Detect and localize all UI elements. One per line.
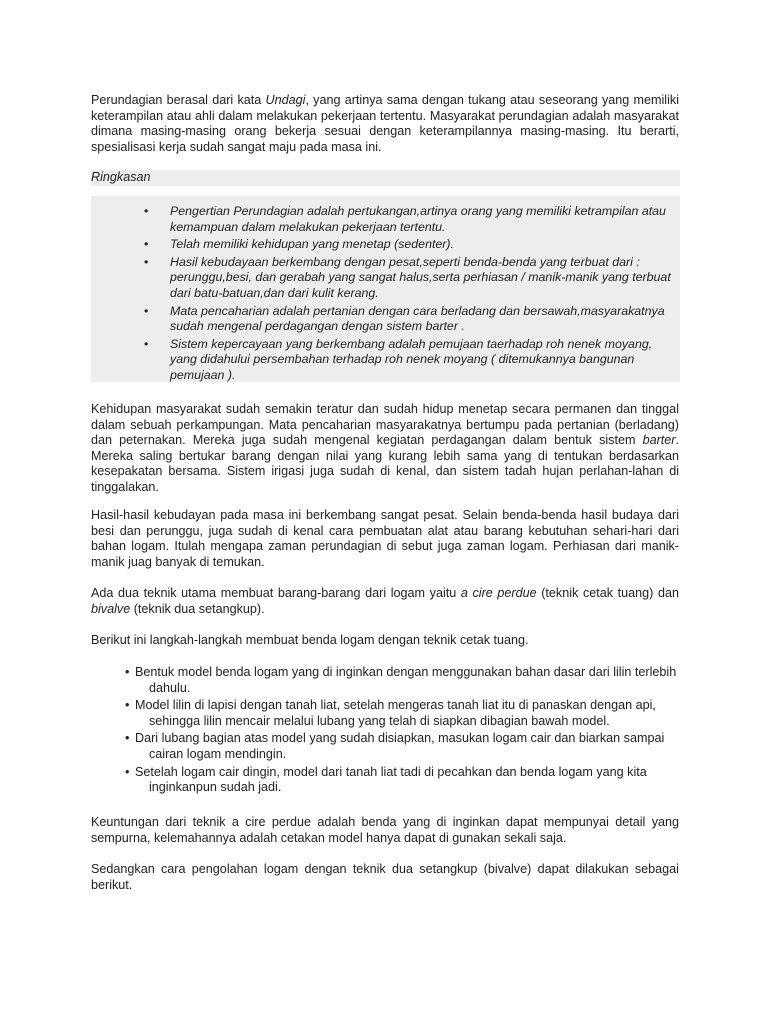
bullet-icon: •: [144, 303, 149, 318]
list-item: [91, 337, 680, 384]
step-text: Bentuk model benda logam yang di inginkan dengan menggunakan bahan dasar dari lilin terlebih: [135, 665, 677, 679]
list-item-text: Hasil kebudayaan berkembang dengan pesat,seperti benda-benda yang terbuat dari : perunggu,besi, dan gerabah yang sangat halus,serta perhiasan / manik-manik yang terbuat dari batu-batuan,dan dari kulit kerang.: [170, 254, 671, 300]
bullet-icon: •: [144, 204, 149, 218]
list-item-text: Telah memiliki kehidupan yang menetap (sedenter).: [170, 237, 454, 252]
para4-italic-term-1: a cire perdue: [460, 586, 537, 600]
step-text: Model lilin di lapisi dengan tanah liat, setelah mengeras tanah liat itu di panaskan dengan api,: [135, 698, 656, 713]
para4-text-start: Ada dua teknik utama membuat barang-barang dari logam yaitu: [91, 586, 461, 600]
bullet-icon: •: [144, 336, 149, 351]
bullet-icon: •: [125, 698, 130, 713]
list-item: [91, 255, 680, 302]
list-item-text: Pengertian Perundagian adalah pertukangan,artinya orang yang memiliki ketrampilan atau kemampuan dalam melakukan pekerjaan tertentu.: [170, 204, 666, 234]
list-item: [91, 204, 680, 235]
bullet-icon: •: [125, 731, 130, 746]
step-text: Dari lubang bagian atas model yang sudah disiapkan, masukan logam cair dan biarkan sampai: [135, 731, 665, 746]
step-text-continued: dahulu.: [149, 680, 191, 695]
list-item: [125, 765, 679, 796]
list-item: [125, 665, 679, 696]
para4-italic-term-2: bivalve: [91, 601, 131, 616]
para4-text-end: (teknik dua setangkup).: [130, 601, 265, 616]
langkah-intro-paragraph: Berikut ini langkah-langkah membuat benda logam dengan teknik cetak tuang.: [91, 633, 529, 647]
ringkasan-heading: Ringkasan: [91, 170, 680, 186]
teknik-paragraph: [91, 586, 679, 617]
intro-paragraph: [91, 93, 679, 155]
step-text: Setelah logam cair dingin, model dari tanah liat tadi di pecahkan dan benda logam yang kita: [135, 764, 647, 779]
list-item-text: Sistem kepercayaan yang berkembang adalah pemujaan taerhadap roh nenek moyang, yang didahului persembahan terhadap roh nenek moyang ( ditemukannya bangunan pemujaan ).: [170, 336, 653, 382]
bivalve-paragraph: Sedangkan cara pengolahan logam dengan teknik dua setangkup (bivalve) dapat dilakukan sebagai berikut.: [91, 862, 679, 892]
intro-text-end: , yang artinya sama dengan tukang atau seseorang yang memiliki keterampilan atau ahli dalam melakukan pekerjaan tertentu. Masyarakat perundagian adalah masyarakat dimana masing-masing orang bekerja sesuai dengan keterampilannya masing-masing. Itu berarti, spesialisasi kerja sudah sangat maju pada masa ini.: [91, 93, 679, 154]
keuntungan-paragraph: Keuntungan dari teknik a cire perdue adalah benda yang di inginkan dapat mempunyai detail yang sempurna, kelemahannya adalah cetakan model hanya dapat di gunakan sekali saja.: [91, 815, 679, 845]
para2-text-end: . Mereka saling bertukar barang dengan nilai yang kurang lebih sama yang di tentukan berdasarkan kesepakatan bersama. Sistem irigasi juga sudah di kenal, dan sistem tadah hujan perlahan-lahan di tinggalakan.: [91, 433, 679, 494]
para4-text-middle: (teknik cetak tuang) dan: [536, 586, 679, 600]
step-text-continued: inginkanpun sudah jadi.: [149, 780, 282, 795]
list-item-text: Mata pencaharian adalah pertanian dengan cara berladang dan bersawah,masyarakatnya sudah mengenal perdagangan dengan sistem barter .: [170, 303, 665, 334]
hasil-paragraph: Hasil-hasil kebudayan pada masa ini berkembang sangat pesat. Selain benda-benda hasil budaya dari besi dan perunggu, juga sudah di kenal cara pembuatan alat atau barang kebutuhan sehari-hari dari bahan logam. Itulah mengapa zaman perundagian di sebut juga zaman logam. Perhiasan dari manik-manik juag banyak di temukan.: [91, 508, 679, 569]
bullet-icon: •: [125, 764, 130, 779]
para2-italic-term: barter: [642, 433, 676, 448]
bullet-icon: •: [144, 254, 149, 269]
list-item: [91, 304, 680, 335]
kehidupan-paragraph: [91, 402, 679, 496]
para2-text-start: Kehidupan masyarakat sudah semakin teratur dan sudah hidup menetap secara permanen dan tinggal dalam sebuah perkampungan. Mata pencaharian masyarakatnya bertumpu pada pertanian (berladang) dan peternakan. Mereka juga sudah mengenal kegiatan perdagangan dalam bentuk sistem: [91, 402, 679, 448]
ringkasan-box: [91, 196, 680, 382]
intro-italic-term: Undagi: [265, 93, 306, 107]
steps-list: [125, 665, 679, 798]
step-text-continued: sehingga lilin mencair melalui lubang yang telah di siapkan dibagian bawah model.: [149, 713, 610, 728]
bullet-icon: •: [125, 665, 130, 679]
list-item: [91, 237, 680, 253]
step-text-continued: cairan logam mendingin.: [149, 746, 287, 761]
ringkasan-list: [91, 204, 680, 386]
list-item: [125, 698, 679, 729]
bullet-icon: •: [144, 237, 149, 252]
list-item: [125, 731, 679, 762]
intro-text-start: Perundagian berasal dari kata: [91, 93, 266, 107]
